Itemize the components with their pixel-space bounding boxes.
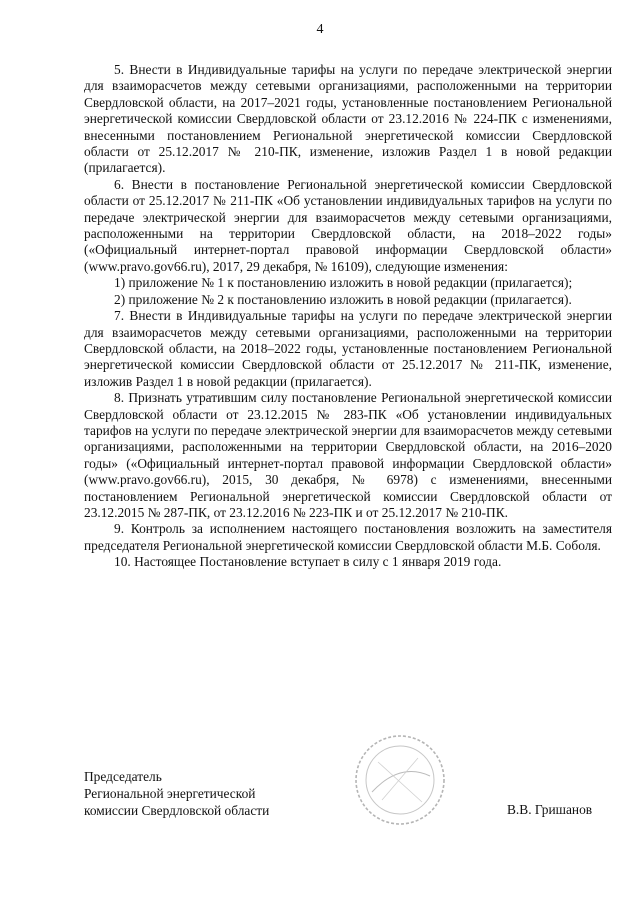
signatory-position-line-3: комиссии Свердловской области <box>84 803 270 818</box>
paragraph-5: 5. Внести в Индивидуальные тарифы на услуги по передаче электрической энергии для взаиморасчетов между сетевыми организациями, расположенными на территории Свердловской области, на 2017–2021 годы, установленные постановлением Региональной энергетической комиссии Свердловской области от 23.12.2016 № 224-ПК с изменениями, внесенными постановлением Региональной энергетической комиссии Свердловской области от 25.12.2017 № 210-ПК, изменение, изложив Раздел 1 в новой редакции (прилагается). <box>84 62 612 176</box>
paragraph-6-item-1: 1) приложение № 1 к постановлению изложить в новой редакции (прилагается); <box>114 275 573 291</box>
paragraph-9: 9. Контроль за исполнением настоящего постановления возложить на заместителя председателя Региональной энергетической комиссии Свердловской области М.Б. Соболя. <box>84 521 612 553</box>
round-stamp <box>352 732 448 828</box>
signatory-name: В.В. Гришанов <box>507 802 593 817</box>
paragraph-10: 10. Настоящее Постановление вступает в силу с 1 января 2019 года. <box>114 554 502 570</box>
paragraph-6-item-2: 2) приложение № 2 к постановлению изложить в новой редакции (прилагается). <box>114 291 572 307</box>
signatory-position-line-2: Региональной энергетической <box>84 786 256 801</box>
signatory-title <box>84 768 269 819</box>
signatory-position-line-1: Председатель <box>84 769 162 784</box>
document-body <box>84 62 612 571</box>
paragraph-8: 8. Признать утратившим силу постановление Региональной энергетической комиссии Свердловской области от 23.12.2015 № 283-ПК «Об установлении индивидуальных тарифов на услуги по передаче электрической энергии для взаиморасчетов между сетевыми организациями, расположенными на территории Свердловской области, на 2016–2020 годы» («Официальный интернет-портал правовой информации Свердловской области» (www.pravo.gov66.ru), 2015, 30 декабря, № 6978) с изменениями, внесенными постановлением Региональной энергетической комиссии Свердловской области от 23.12.2015 № 287-ПК, от 23.12.2016 № 223-ПК и от 25.12.2017 № 210-ПК. <box>84 390 612 520</box>
page-number: 4 <box>316 22 324 37</box>
paragraph-6: 6. Внести в постановление Региональной энергетической комиссии Свердловской области от 25.12.2017 № 211-ПК «Об установлении индивидуальных тарифов на услуги по передаче электрической энергии для взаиморасчетов между сетевыми организациями, расположенными на территории Свердловской области, на 2018–2022 годы» («Официальный интернет-портал правовой информации Свердловской области» (www.pravo.gov66.ru), 2017, 29 декабря, № 16109), следующие изменения: <box>84 176 612 274</box>
paragraph-7: 7. Внести в Индивидуальные тарифы на услуги по передаче электрической энергии для взаиморасчетов между сетевыми организациями, расположенными на территории Свердловской области, на 2018–2022 годы, установленные постановлением Региональной энергетической комиссии Свердловской области от 25.12.2017 № 211-ПК, изменение, изложив Раздел 1 в новой редакции (прилагается). <box>84 308 612 389</box>
